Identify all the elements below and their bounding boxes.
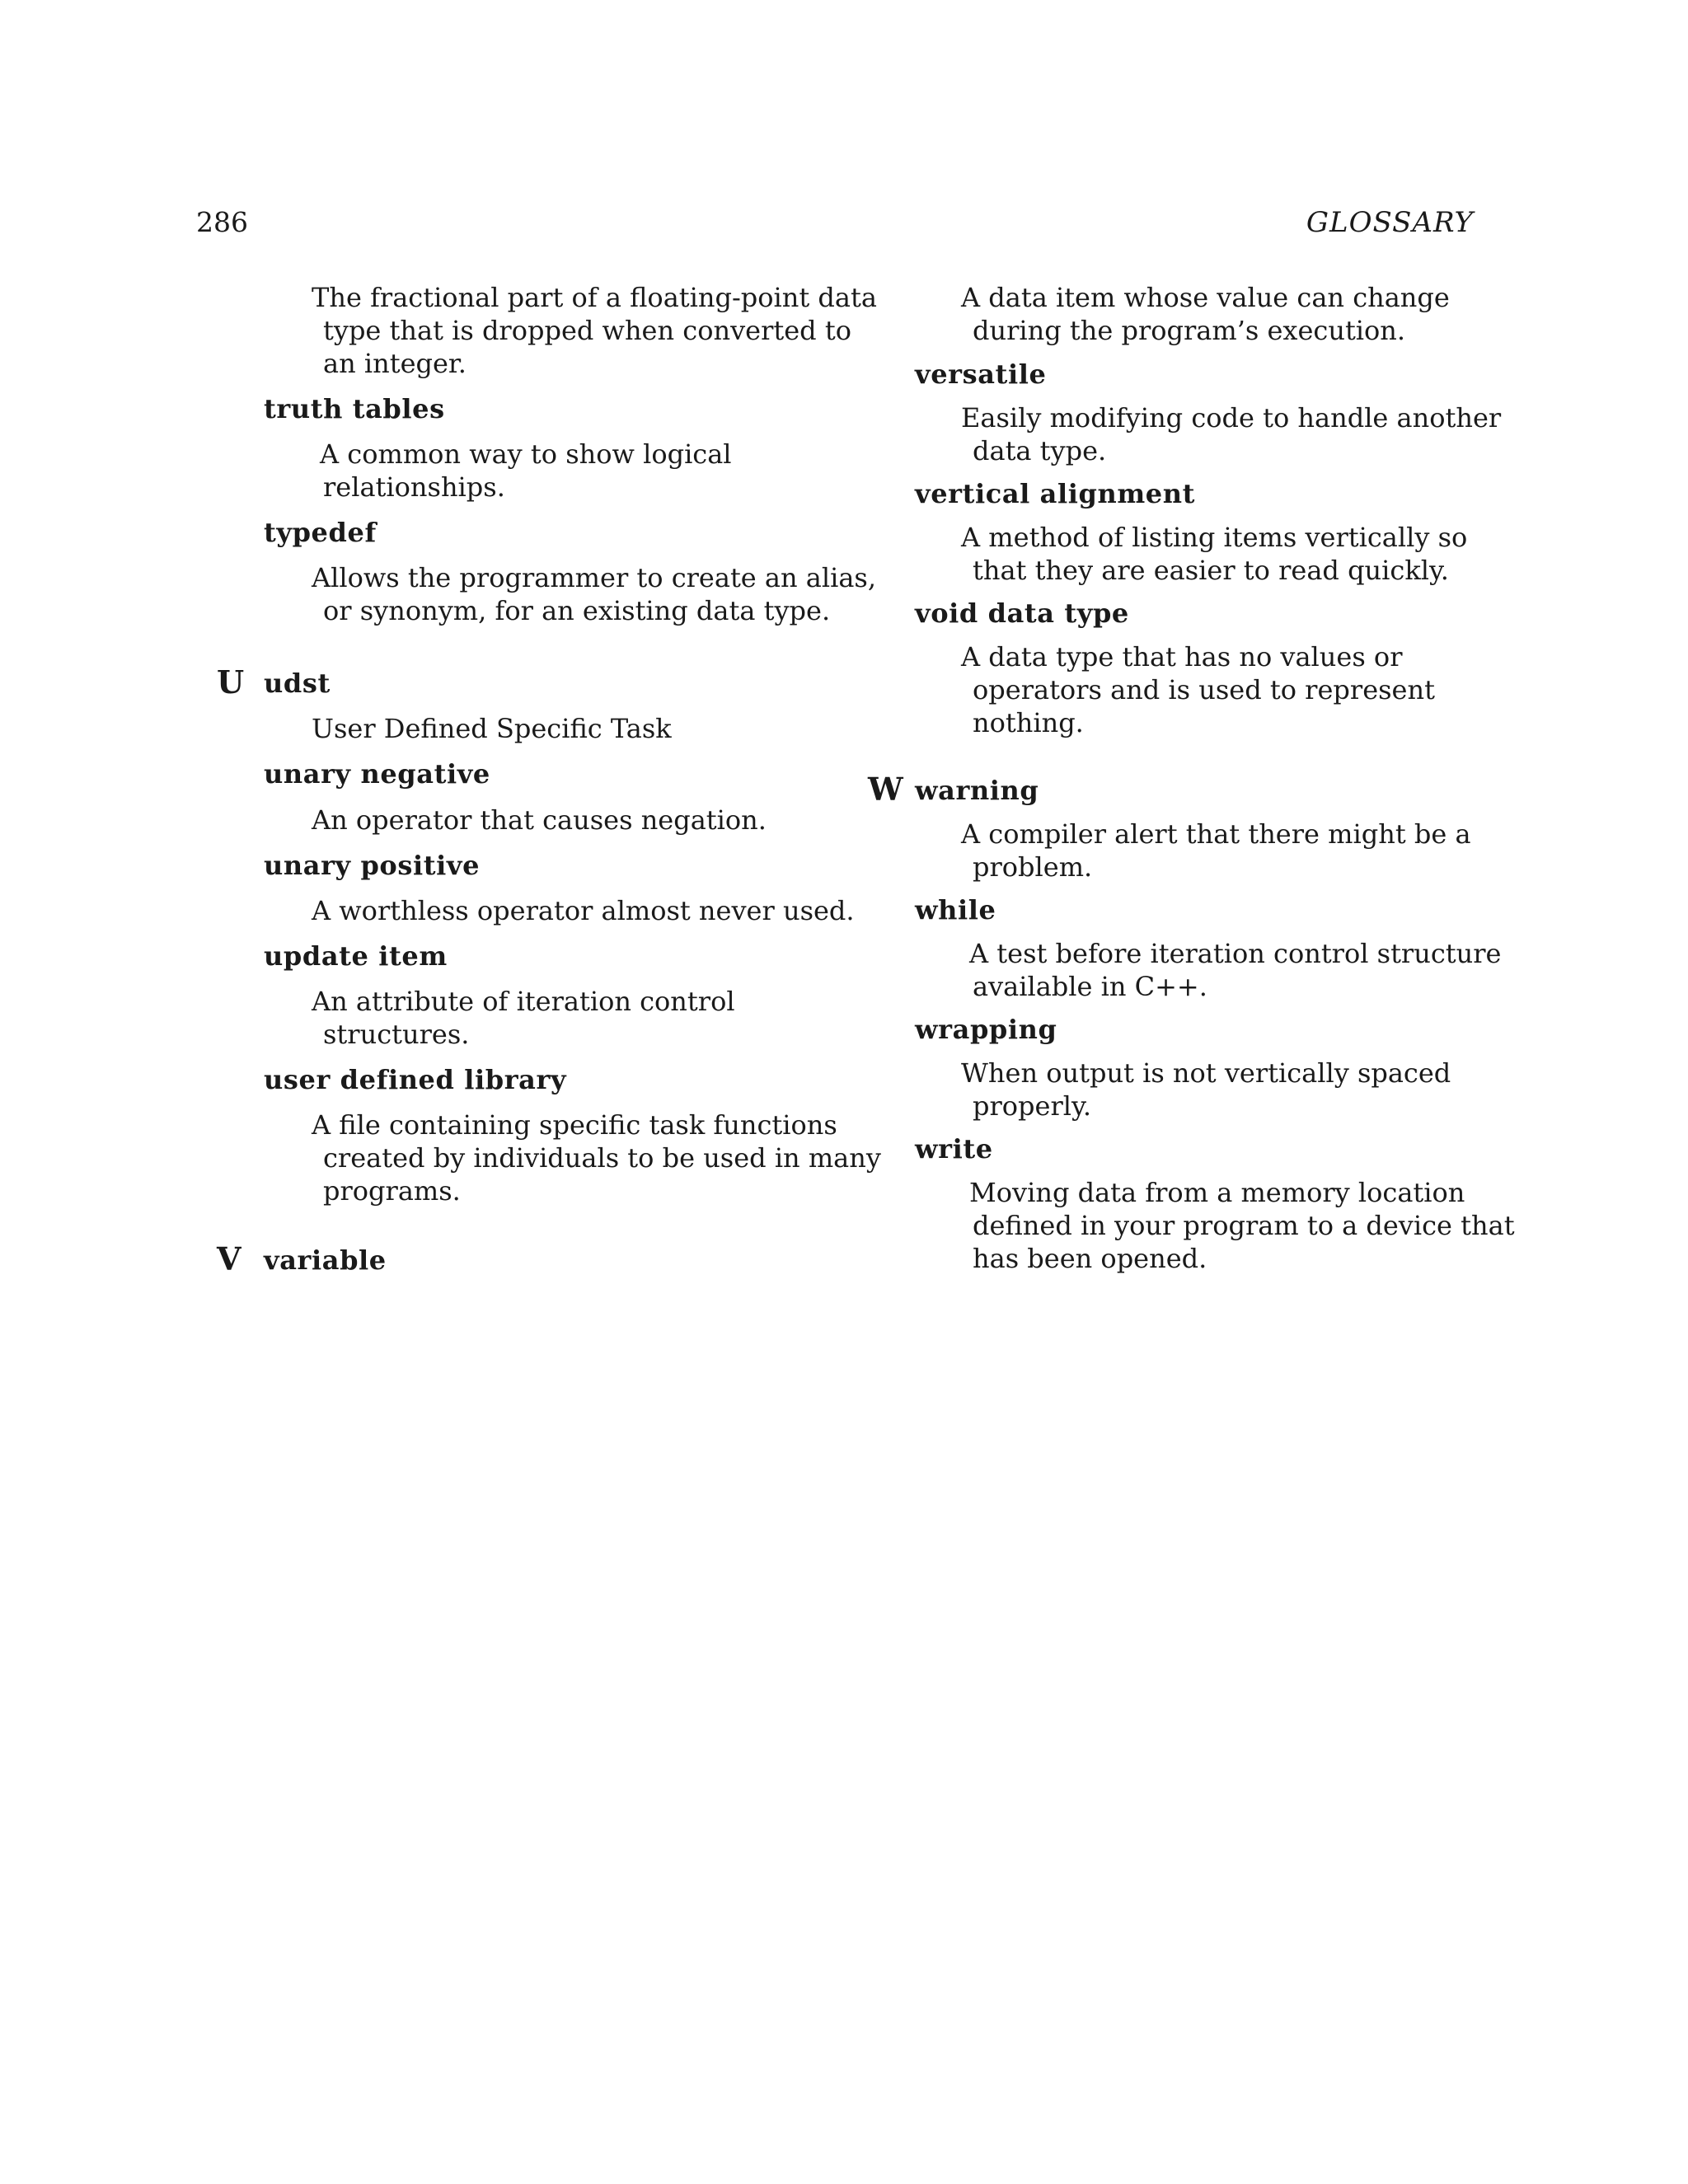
glossary-term: warning (915, 775, 1039, 806)
definition-line: defined in your program to a device that (973, 1210, 1515, 1241)
glossary-term: variable (264, 1244, 387, 1276)
definition-line: User Defined Specific Task (312, 713, 672, 744)
definition-line: structures. (323, 1019, 470, 1050)
definition-line: programs. (323, 1175, 461, 1207)
glossary-term: write (915, 1133, 993, 1165)
glossary-term: while (915, 894, 996, 926)
section-letter: W (868, 771, 903, 808)
definition-line: A test before iteration control structure (969, 938, 1502, 969)
section-letter: V (217, 1240, 241, 1277)
definition-line: A common way to show logical (320, 438, 732, 470)
definition-line: A compiler alert that there might be a (961, 818, 1471, 850)
glossary-term: wrapping (915, 1014, 1057, 1045)
definition-line: The fractional part of a floating-point data (312, 282, 877, 313)
definition-line: problem. (973, 851, 1093, 883)
glossary-term: typedef (264, 517, 377, 548)
definition-line: A data item whose value can change (961, 282, 1450, 313)
definition-line: A file containing specific task functions (312, 1109, 837, 1141)
definition-line: Allows the programmer to create an alias, (312, 562, 876, 593)
page-number: 286 (196, 206, 248, 238)
definition-line: When output is not vertically spaced (961, 1057, 1451, 1089)
glossary-term: vertical alignment (915, 478, 1196, 509)
glossary-term: unary negative (264, 758, 490, 790)
definition-line: that they are easier to read quickly. (973, 555, 1449, 586)
definition-line: data type. (973, 435, 1107, 466)
glossary-term: versatile (915, 359, 1047, 390)
running-head: GLOSSARY (1306, 206, 1474, 239)
definition-line: created by individuals to be used in many (323, 1142, 881, 1174)
definition-line: has been opened. (973, 1243, 1207, 1274)
definition-line: An attribute of iteration control (312, 986, 735, 1017)
section-letter: U (217, 663, 245, 701)
definition-line: Moving data from a memory location (969, 1177, 1465, 1208)
glossary-term: truth tables (264, 393, 445, 424)
definition-line: or synonym, for an existing data type. (323, 595, 831, 626)
definition-line: nothing. (973, 707, 1084, 738)
definition-line: properly. (973, 1090, 1091, 1122)
definition-line: an integer. (323, 348, 467, 379)
definition-line: type that is dropped when converted to (323, 315, 851, 346)
definition-line: relationships. (323, 471, 505, 503)
glossary-term: user defined library (264, 1064, 567, 1095)
definition-line: operators and is used to represent (973, 674, 1435, 705)
definition-line: An operator that causes negation. (312, 804, 767, 836)
glossary-term: void data type (915, 598, 1129, 629)
definition-line: A data type that has no values or (961, 641, 1403, 673)
glossary-term: udst (264, 668, 331, 699)
definition-line: A worthless operator almost never used. (312, 895, 855, 926)
definition-line: Easily modifying code to handle another (961, 402, 1502, 434)
glossary-term: unary positive (264, 850, 481, 881)
definition-line: available in C++. (973, 971, 1207, 1002)
glossary-term: update item (264, 940, 448, 972)
definition-line: A method of listing items vertically so (961, 522, 1468, 553)
definition-line: during the program’s execution. (973, 315, 1406, 346)
